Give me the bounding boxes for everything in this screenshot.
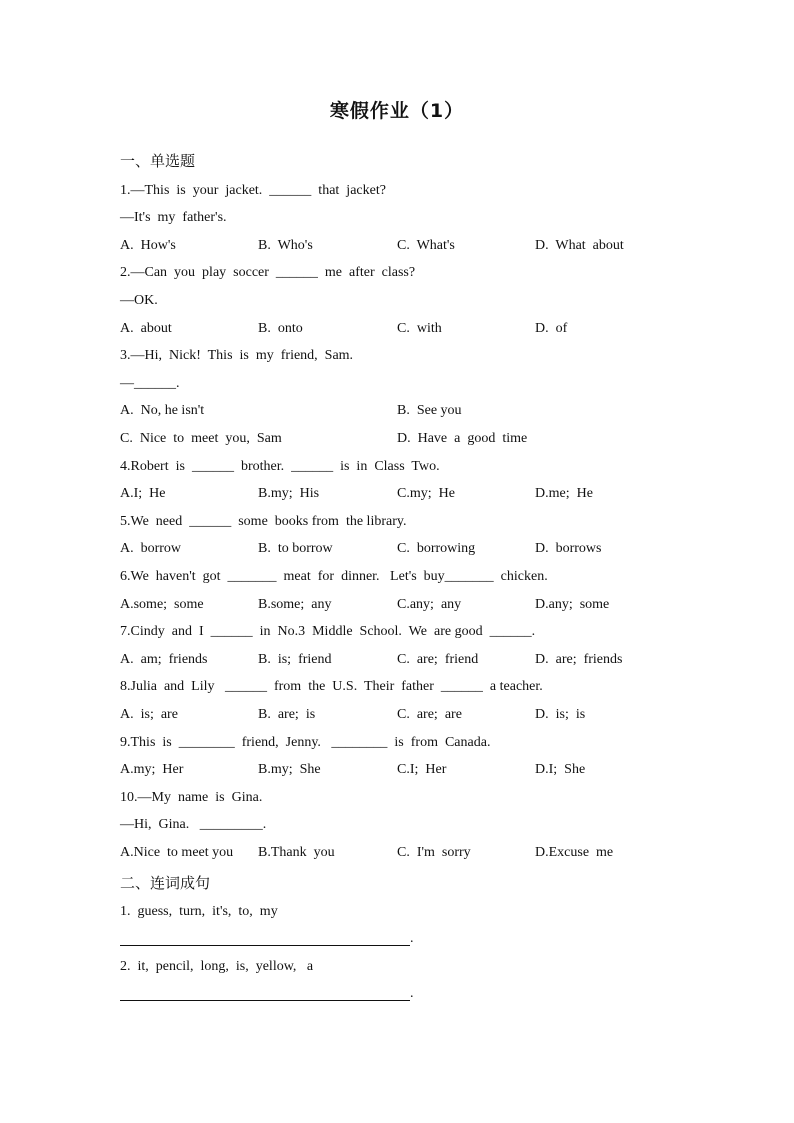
question-2-option-d: D. of: [535, 321, 568, 336]
question-3-stem: 3.—Hi, Nick! This is my friend, Sam.: [120, 348, 354, 363]
question-5-stem: 5.We need ______ some books from the library.: [120, 514, 407, 529]
sentence-1-prompt: 1. guess, turn, it's, to, my: [120, 904, 278, 919]
question-4-option-d: D.me; He: [535, 486, 593, 501]
question-1-option-a: A. How's: [120, 238, 176, 253]
question-7-option-c: C. are; friend: [397, 652, 479, 667]
question-6-option-d: D.any; some: [535, 597, 610, 612]
question-10-option-d: D.Excuse me: [535, 845, 614, 860]
question-2-option-b: B. onto: [258, 321, 303, 336]
question-4-option-c: C.my; He: [397, 486, 455, 501]
section-heading-multiple-choice: 一、单选题: [120, 152, 196, 170]
question-8-option-d: D. is; is: [535, 707, 586, 722]
question-8-stem: 8.Julia and Lily ______ from the U.S. Their father ______ a teacher.: [120, 679, 543, 694]
question-3-option-d: D. Have a good time: [397, 431, 528, 446]
question-9-option-d: D.I; She: [535, 762, 586, 777]
question-6-option-b: B.some; any: [258, 597, 332, 612]
question-2-option-c: C. with: [397, 321, 442, 336]
question-5-option-b: B. to borrow: [258, 541, 333, 556]
question-3-option-a: A. No, he isn't: [120, 403, 205, 418]
question-4-option-a: A.I; He: [120, 486, 166, 501]
question-9-option-a: A.my; Her: [120, 762, 184, 777]
question-7-option-d: D. are; friends: [535, 652, 623, 667]
question-4-stem: 4.Robert is ______ brother. ______ is in Class Two.: [120, 459, 440, 474]
sentence-1-answer-line[interactable]: [120, 944, 410, 946]
question-10-stem: 10.—My name is Gina.: [120, 790, 263, 805]
sentence-2-period: .: [410, 986, 414, 1001]
question-7-option-b: B. is; friend: [258, 652, 332, 667]
question-9-option-c: C.I; Her: [397, 762, 447, 777]
page-title: 寒假作业（1）: [329, 100, 465, 122]
question-2-option-a: A. about: [120, 321, 172, 336]
question-8-option-a: A. is; are: [120, 707, 178, 722]
question-1-reply: —It's my father's.: [120, 210, 227, 225]
sentence-2-answer-line[interactable]: [120, 999, 410, 1001]
question-10-reply: —Hi, Gina. _________.: [120, 817, 267, 832]
question-8-option-b: B. are; is: [258, 707, 316, 722]
sentence-1-period: .: [410, 931, 414, 946]
question-4-option-b: B.my; His: [258, 486, 320, 501]
question-2-reply: —OK.: [120, 293, 158, 308]
question-3-option-c: C. Nice to meet you, Sam: [120, 431, 282, 446]
question-6-option-c: C.any; any: [397, 597, 462, 612]
question-5-option-a: A. borrow: [120, 541, 182, 556]
question-1-stem: 1.—This is your jacket. ______ that jacket?: [120, 183, 386, 198]
question-9-stem: 9.This is ________ friend, Jenny. ________ is from Canada.: [120, 735, 491, 750]
question-3-option-b: B. See you: [397, 403, 462, 418]
question-1-option-c: C. What's: [397, 238, 455, 253]
question-1-option-b: B. Who's: [258, 238, 313, 253]
question-6-option-a: A.some; some: [120, 597, 204, 612]
question-1-option-d: D. What about: [535, 238, 624, 253]
question-7-option-a: A. am; friends: [120, 652, 208, 667]
question-3-reply: —______.: [120, 376, 180, 391]
question-9-option-b: B.my; She: [258, 762, 321, 777]
question-10-option-c: C. I'm sorry: [397, 845, 471, 860]
question-2-stem: 2.—Can you play soccer ______ me after class?: [120, 265, 416, 280]
question-6-stem: 6.We haven't got _______ meat for dinner. Let's buy_______ chicken.: [120, 569, 548, 584]
question-7-stem: 7.Cindy and I ______ in No.3 Middle School. We are good ______.: [120, 624, 536, 639]
question-10-option-a: A.Nice to meet you: [120, 845, 234, 860]
question-5-option-c: C. borrowing: [397, 541, 476, 556]
sentence-2-prompt: 2. it, pencil, long, is, yellow, a: [120, 959, 314, 974]
question-5-option-d: D. borrows: [535, 541, 602, 556]
question-8-option-c: C. are; are: [397, 707, 462, 722]
question-10-option-b: B.Thank you: [258, 845, 335, 860]
section-heading-sentence-building: 二、连词成句: [120, 874, 211, 892]
